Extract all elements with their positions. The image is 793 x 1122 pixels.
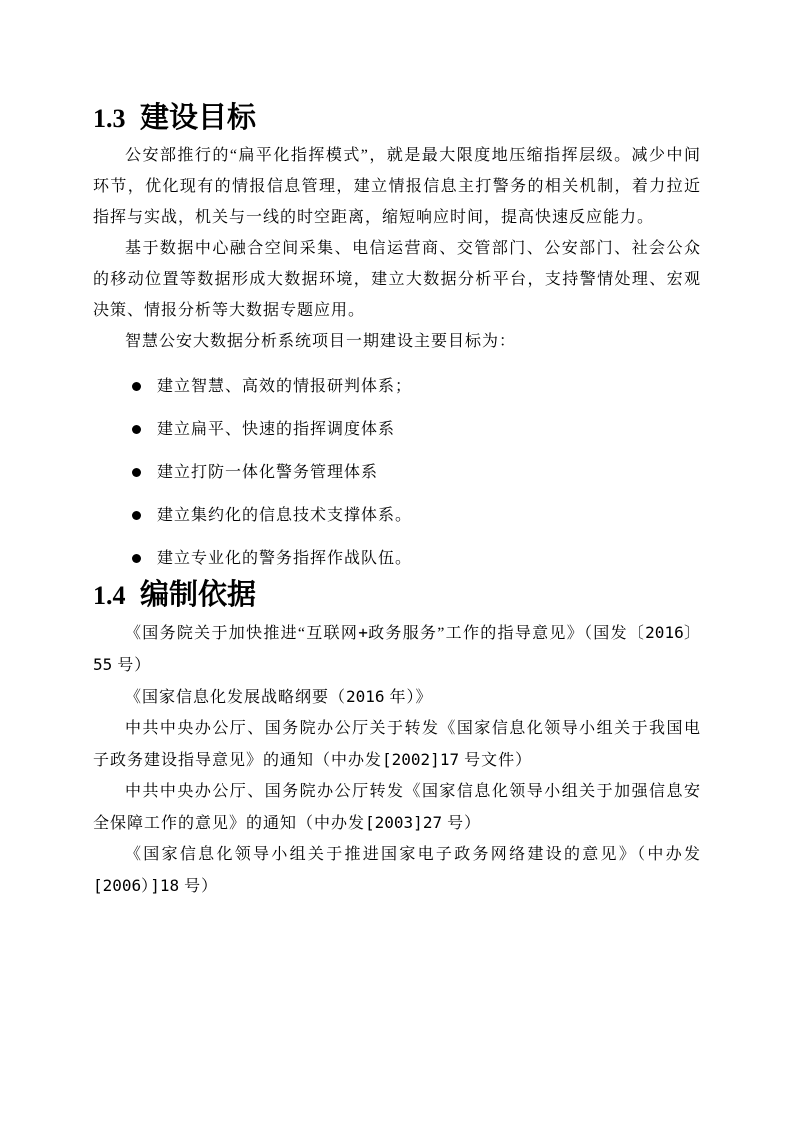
bullet-icon xyxy=(132,468,141,477)
list-item-text: 建立智慧、高效的情报研判体系； xyxy=(157,378,413,395)
paragraph: 基于数据中心融合空间采集、电信运营商、交管部门、公安部门、社会公众的移动位置等数据形成大数据环境，建立大数据分析平台，支持警情处理、宏观决策、情报分析等大数据专题应用。 xyxy=(93,240,701,319)
section-heading-1-4 xyxy=(93,574,701,617)
list-item xyxy=(93,414,701,445)
heading-number: 1.3 xyxy=(93,104,126,133)
reference-paragraph: 中共中央办公厅、国务院办公厅关于转发《国家信息化领导小组关于我国电子政务建设指导意见》的通知（中办发[2002]17 号文件） xyxy=(93,720,701,769)
list-item-text: 建立专业化的警务指挥作战队伍。 xyxy=(157,550,413,567)
section-heading-1-3 xyxy=(93,97,701,140)
list-item xyxy=(93,457,701,488)
goal-list xyxy=(93,371,701,574)
bullet-icon xyxy=(132,382,141,391)
list-item-text: 建立打防一体化警务管理体系 xyxy=(157,464,379,481)
list-item xyxy=(93,371,701,402)
bullet-icon xyxy=(132,511,141,520)
list-item xyxy=(93,543,701,574)
heading-number: 1.4 xyxy=(93,581,126,610)
list-item-text: 建立集约化的信息技术支撑体系。 xyxy=(157,507,413,524)
reference-paragraph: 《国家信息化发展战略纲要（2016 年）》 xyxy=(125,687,433,706)
bullet-icon xyxy=(132,425,141,434)
paragraph: 智慧公安大数据分析系统项目一期建设主要目标为： xyxy=(125,333,517,350)
list-item xyxy=(93,500,701,531)
reference-paragraph: 《国务院关于加快推进“互联网+政务服务”工作的指导意见》（国发〔2016〕55 号） xyxy=(93,623,701,674)
heading-title: 编制依据 xyxy=(140,579,257,611)
heading-title: 建设目标 xyxy=(140,102,257,134)
list-item-text: 建立扁平、快速的指挥调度体系 xyxy=(157,421,396,438)
bullet-icon xyxy=(132,554,141,563)
reference-paragraph: 《国家信息化领导小组关于推进国家电子政务网络建设的意见》（中办发[2006）]18 号） xyxy=(93,846,701,895)
paragraph: 公安部推行的“扁平化指挥模式”，就是最大限度地压缩指挥层级。减少中间环节，优化现有的情报信息管理，建立情报信息主打警务的相关机制，着力拉近指挥与实战，机关与一线的时空距离，缩短响应时间，提高快速反应能力。 xyxy=(93,147,701,226)
reference-paragraph: 中共中央办公厅、国务院办公厅转发《国家信息化领导小组关于加强信息安全保障工作的意见》的通知（中办发[2003]27 号） xyxy=(93,783,701,832)
